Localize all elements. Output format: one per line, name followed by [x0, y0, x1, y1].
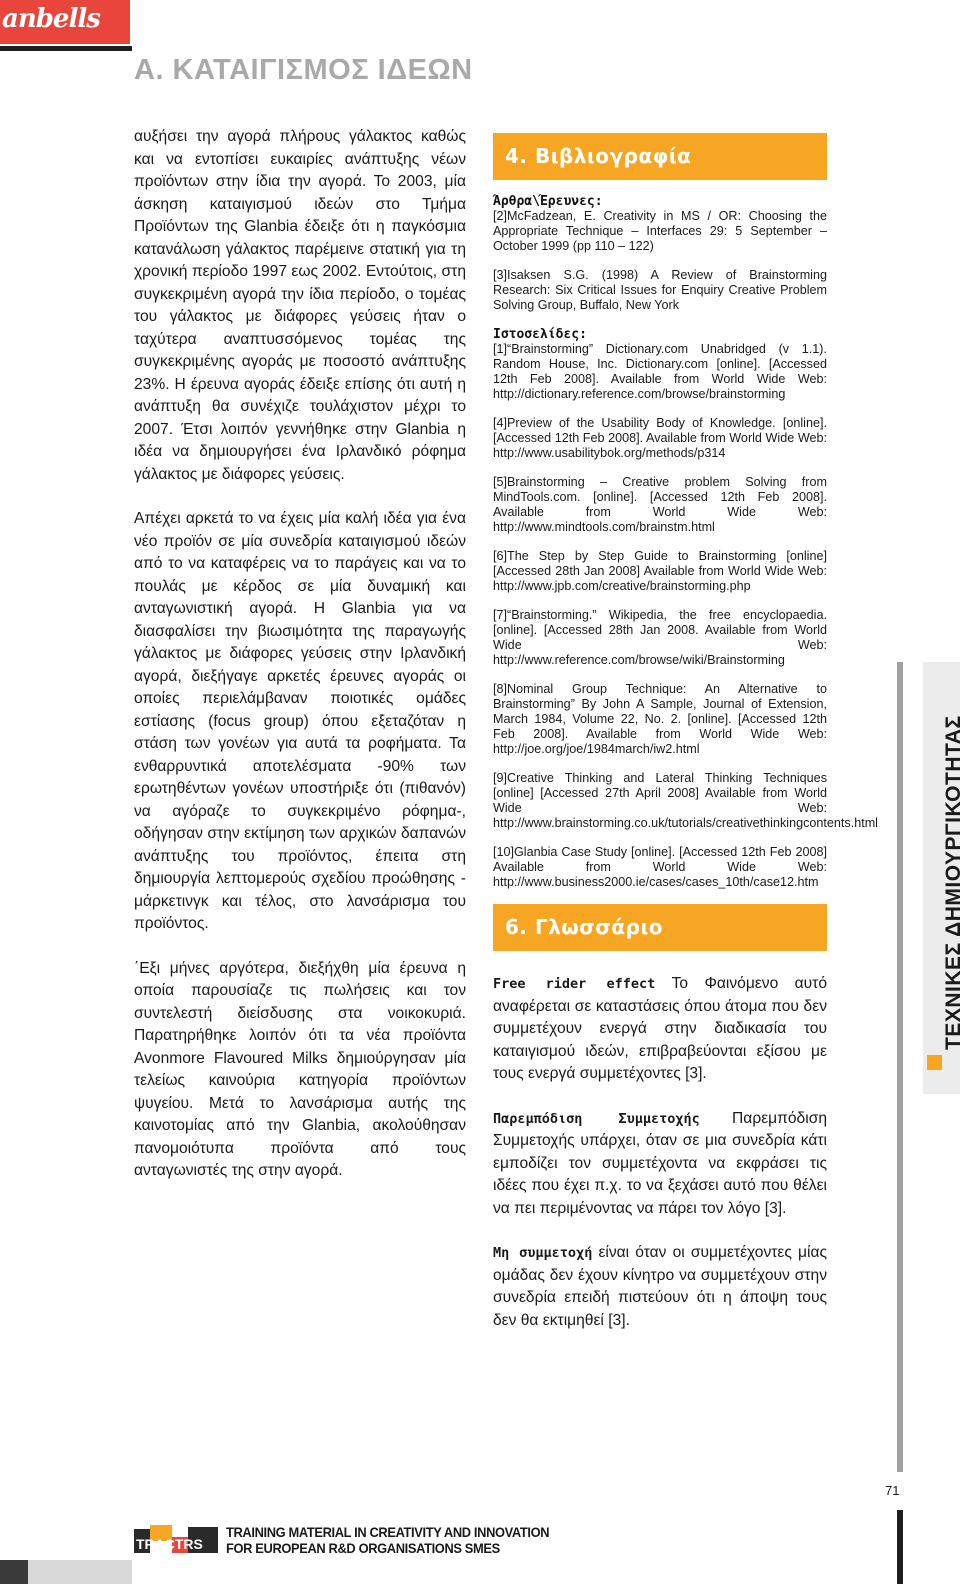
- glossary-term: Free rider effect: [493, 976, 656, 992]
- brand-logo-text: anbells: [2, 4, 100, 34]
- glossary-term: Μη συμμετοχή: [493, 1245, 593, 1261]
- right-column: [493, 133, 878, 1332]
- reference-item: [9]Creative Thinking and Lateral Thinking Techniques [online] [Accessed 27th April 2008] Available from World Wide Web: http://www.brainstorming.co.uk/tutorials/creativethinkingcontents.html: [493, 771, 878, 830]
- glossary-definition: είναι όταν οι συμμετέχοντες μίας ομάδας δεν έχουν κίνητρο να συμμετέχουν στην συνεδρία επειδή πιστεύουν ότι η άποψη τους δεν θα εκτιμηθεί [3].: [493, 1244, 827, 1329]
- websites-label: Ιστοσελίδες:: [493, 327, 587, 342]
- reference-item: [7]“Brainstorming.” Wikipedia, the free encyclopaedia. [online]. [Accessed 28th Jan 2008. Available from World Wide Web: http://www.reference.com/browse/wiki/Brainstorming: [493, 608, 827, 667]
- footer-line-2: FOR EUROPEAN R&D ORGANISATIONS SMES: [226, 1540, 500, 1556]
- brand-logo: [0, 0, 130, 44]
- tractrs-logo-text: TRACTRS: [136, 1536, 203, 1552]
- bibliography-heading: 4. Βιβλιογραφία: [493, 133, 827, 180]
- reference-item: [8]Nominal Group Technique: An Alternative to Brainstorming” By John A Sample, Journal of Extension, March 1984, Volume 22, No. 2. [online]. [Accessed 12th Feb 2008]. Available from World Wide Web: http://joe.org/joe/1984march/iw2.html: [493, 682, 827, 756]
- glossary-entry: [493, 1108, 827, 1221]
- chapter-marker: [927, 1055, 942, 1070]
- reference-item: [4]Preview of the Usability Body of Knowledge. [online]. [Accessed 12th Feb 2008]. Available from World Wide Web: http://www.usabilitybok.org/methods/p314: [493, 416, 827, 460]
- section-title: Α. ΚΑΤΑΙΓΙΣΜΟΣ ΙΔΕΩΝ: [134, 54, 473, 86]
- left-column: [134, 126, 466, 1205]
- header-rule: [0, 46, 132, 51]
- reference-item: [1]“Brainstorming” Dictionary.com Unabridged (v 1.1). Random House, Inc. Dictionary.com [online]. [Accessed 12th Feb 2008]. Available from World Wide Web: http://dictionary.reference.com/browse/brainstorming: [493, 342, 827, 401]
- body-paragraph: ΄Εξι μήνες αργότερα, διεξήχθη μία έρευνα η οποία παρουσίαζε τις πωλήσεις και τον συντελεστή διείσδυσης στα νοικοκυριά. Παρατηρήθηκε λοιπόν ότι τα νέα προϊόντα Avonmore Flavoured Milks δημιούργησαν μία τελείως καινούρια κατηγορία προϊόντων ψυγείου. Μετά το λανσάρισμα αυτής της καινοτομίας από την Glanbia, ακολούθησαν πανομοιότυπα προϊόντα από τους ανταγωνιστές της στην αγορά.: [134, 959, 466, 1179]
- reference-item: [5]Brainstorming – Creative problem Solving from MindTools.com. [online]. [Accessed 12th Feb 2008]. Available from World Wide Web: http://www.mindtools.com/brainstm.html: [493, 475, 827, 534]
- glossary-entry: [493, 1242, 827, 1332]
- glossary-definition: Το Φαινόμενο αυτό αναφέρεται σε καταστάσεις όπου άτομα που δεν συμμετέχουν ενεργά στην διαδικασία του καταιγισμού ιδεών, επιβραβεύονται εξίσου με τους ενεργά συμμετέχοντες [3].: [493, 975, 828, 1082]
- glossary-heading: 6. Γλωσσάριο: [493, 904, 827, 951]
- glossary-entry: [493, 973, 827, 1086]
- footer-line-1: TRAINING MATERIAL IN CREATIVITY AND INNOVATION: [226, 1524, 550, 1540]
- chapter-title-vertical: ΤΕΧΝΙΚΕΣ ΔΗΜΙΟΥΡΓΙΚΟΤΗΤΑΣ: [942, 715, 965, 1050]
- margin-rule: [897, 662, 903, 1472]
- footer-caption: [226, 1524, 549, 1556]
- tractrs-logo: [134, 1525, 220, 1555]
- reference-item: [3]Isaksen S.G. (1998) A Review of Brainstorming Research: Six Critical Issues for Enquiry Creative Problem Solving Group, Buffalo, New York: [493, 268, 827, 312]
- glossary-definition: Παρεμπόδιση Συμμετοχής υπάρχει, όταν σε μια συνεδρία κάτι εμποδίζει τον συμμετέχοντα να εκφράσει τις ιδέες που έχει π.χ. το να ξεχάσει αυτό που θέλει να πει περιμένοντας να πάρει τον λόγο [3].: [493, 1109, 827, 1217]
- footer-rule: [897, 1510, 903, 1584]
- footer-corner-accent: [0, 1560, 28, 1584]
- reference-item: [6]The Step by Step Guide to Brainstorming [online] [Accessed 28th Jan 2008] Available from World Wide Web: http://www.jpb.com/creative/brainstorming.php: [493, 549, 827, 593]
- body-paragraph: Απέχει αρκετά το να έχεις μία καλή ιδέα για ένα νέο προϊόν σε μία συνεδρία καταιγισμού ιδεών από το να καταφέρεις να το παράγεις και να το πουλάς με κέρδος σε μία δυναμική και ανταγωνιστική αγορά. Η Glanbia για να διασφαλίσει την βιωσιμότητα της παραγωγής γάλακτος με διάφορες γεύσεις στην Ιρλανδική αγορά, διεξήγαγε αρκετές έρευνες αγοράς οι οποίες περιελάμβαναν ποιοτικές ομάδες εστίασης (focus group) όπου εξεταζόταν η στάση των γονέων για αυτά τα ροφήματα. Τα ενθαρρυντικά αποτελέσματα -90% των ερωτηθέντων γονέων υποστήριξε ότι (πιθανόν) να αγόραζε το συγκεκριμένο ρόφημα-, οδήγησαν στην εκτίμηση των αρχικών δαπανών ανάπτυξης του προϊόντος, έπειτα στη δημιουργία λεπτομερούς σχεδίου προώθησης - μάρκετινγκ και τέλος, στο λανσάρισμα του προϊόντος.: [134, 510, 466, 932]
- page-number: 71: [885, 1483, 900, 1498]
- glossary-term: Παρεμπόδιση Συμμετοχής: [493, 1110, 700, 1127]
- reference-item: [2]McFadzean, E. Creativity in MS / OR: Choosing the Appropriate Technique – Interfaces 29: 5 September – October 1999 (pp 110 – 122): [493, 209, 827, 253]
- articles-label: Άρθρα\Έρευνες:: [493, 194, 603, 209]
- reference-item: [10]Glanbia Case Study [online]. [Accessed 12th Feb 2008] Available from World Wide Web: http://www.business2000.ie/cases/cases_10th/case12.htm: [493, 845, 827, 889]
- body-paragraph: αυξήσει την αγορά πλήρους γάλακτος καθώς και να εντοπίσει ευκαιρίες ανάπτυξης νέων προϊόντων στην ίδια την αγορά. Το 2003, μία άσκηση καταιγισμού ιδεών στο Τμήμα Προϊόντων της Glanbia έδειξε ότι η παγκόσμια κατανάλωση γάλακτος παρέμεινε στατική για τη χρονική περίοδο 1997 εως 2002. Εντούτοις, στη συγκεκριμένη αγορά την ίδια περίοδο, ο τομέας του γάλακτος με διάφορες γεύσεις ήταν ο ταχύτερα αναπτυσσόμενος τομέας της συγκεκριμένης αγοράς με ποσοστό ανάπτυξης 23%. Η έρευνα αγοράς έδειξε επίσης ότι αυτή η ανάπτυξη θα συνέχιζε τουλάχιστον μέχρι το 2007. Έτσι λοιπόν γεννήθηκε στην Glanbia η ιδέα να δημιουργήσει ένα Ιρλανδικό ρόφημα γάλακτος με διάφορες γεύσεις.: [134, 128, 466, 483]
